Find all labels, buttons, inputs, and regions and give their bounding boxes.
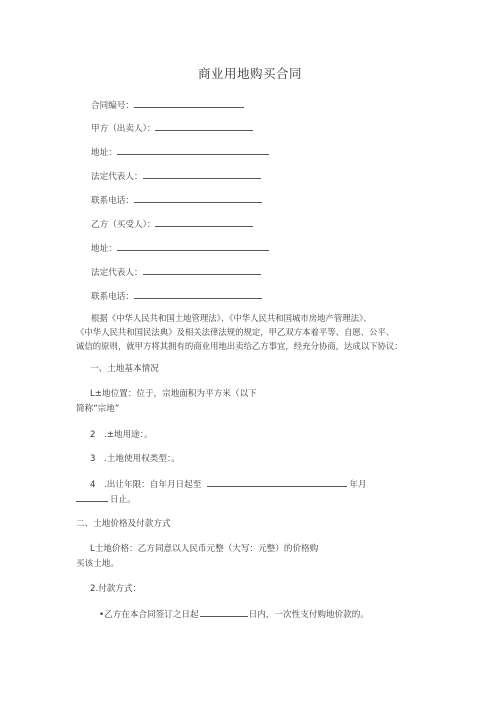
field-label: 地址： xyxy=(91,148,117,158)
fill-blank[interactable] xyxy=(200,607,248,617)
s2-bullet-text: •乙方在本合同签订之日起 xyxy=(99,610,199,620)
fill-blank[interactable] xyxy=(143,265,261,275)
fill-blank[interactable] xyxy=(117,241,269,251)
field-label: 联系电话： xyxy=(91,292,134,302)
fill-blank[interactable] xyxy=(76,492,108,502)
fill-blank[interactable] xyxy=(134,289,262,299)
s1-item4-text-tail: 日止。 xyxy=(110,495,136,505)
field-party-b-representative xyxy=(91,265,261,279)
s1-item2: 2 .±地用途：。 xyxy=(90,430,153,440)
s1-item4-line1 xyxy=(90,477,367,491)
s1-item3: 3 .土地使用权类型：。 xyxy=(90,454,180,464)
field-party-a xyxy=(91,121,253,135)
s1-item4-line2 xyxy=(76,492,136,506)
field-label: 地址： xyxy=(91,244,117,254)
fill-blank[interactable] xyxy=(117,145,269,155)
field-label: 合同编号： xyxy=(91,101,134,111)
s2-bullet xyxy=(99,607,369,621)
fill-blank[interactable] xyxy=(155,217,253,227)
s1-item4-text: 4 .出让年限：自年月日起至 xyxy=(90,480,202,490)
field-label: 联系电话： xyxy=(91,196,134,206)
s2-item2: 2.付款方式： xyxy=(90,584,142,594)
intro-line: 根据《中华人民共和国土地管理法》、《中华人民共和国城市房地产管理法》、 xyxy=(91,313,372,323)
field-label: 甲方（出卖人）： xyxy=(91,124,156,134)
fill-blank[interactable] xyxy=(207,477,347,487)
field-contract-number xyxy=(91,98,244,112)
s1-item4-text-end: 年月 xyxy=(349,480,367,490)
field-label: 乙方（买受人）： xyxy=(91,220,156,230)
s2-item1-line1: L士地价格：乙方同意以人民币元整（大写：元整）的价格购 xyxy=(90,544,319,554)
s2-bullet-text-end: 日内，一次性支付购地价款的。 xyxy=(248,610,369,620)
section-heading-1: 一、土地基本情况 xyxy=(90,364,159,374)
s2-item1-line2: 买该土地。 xyxy=(76,559,119,569)
s1-item1-line2: 简称“宗地” xyxy=(76,404,120,414)
intro-line: 诚信的原则，就甲方将其拥有的商业用地出卖给乙方事宜，经充分协商，达成以下协议： xyxy=(76,341,403,351)
field-party-b-address xyxy=(91,241,269,255)
field-party-b-phone xyxy=(91,289,262,303)
field-label: 法定代表人： xyxy=(91,268,143,278)
fill-blank[interactable] xyxy=(155,121,253,131)
intro-line: 《中华人民共和国民法典》及相关法律法规的规定，甲乙双方本着平等、自愿、公平、 xyxy=(76,327,395,337)
fill-blank[interactable] xyxy=(134,193,262,203)
intro-paragraph xyxy=(76,311,436,353)
field-label: 法定代表人： xyxy=(91,172,143,182)
field-party-a-representative xyxy=(91,169,261,183)
fill-blank[interactable] xyxy=(134,98,244,108)
s1-item1-line1: L±地位置：位于，宗地面积为平方米（以下 xyxy=(90,389,257,399)
section-heading-2: 二、土地价格及付款方式 xyxy=(76,519,171,529)
fill-blank[interactable] xyxy=(143,169,261,179)
field-party-a-phone xyxy=(91,193,262,207)
field-party-b xyxy=(91,217,253,231)
page-title: 商业用地购买合同 xyxy=(197,66,302,81)
field-party-a-address xyxy=(91,145,269,159)
